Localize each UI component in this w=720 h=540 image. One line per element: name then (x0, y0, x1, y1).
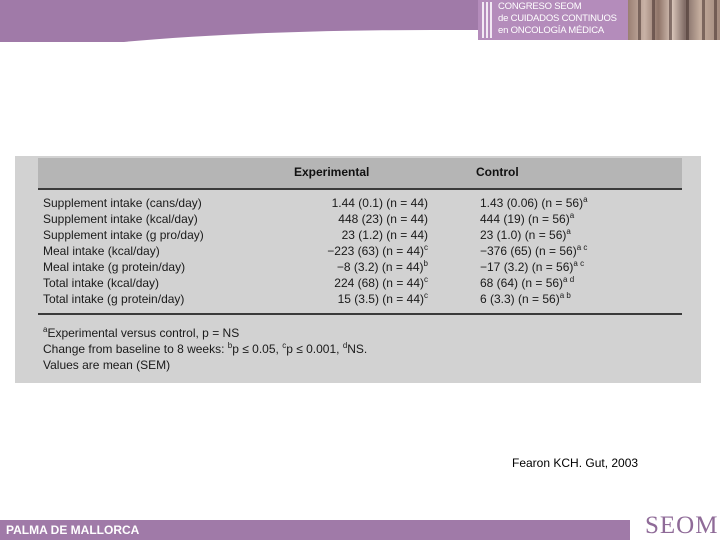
row-label: Meal intake (kcal/day) (43, 244, 160, 258)
column-header-control: Control (476, 165, 519, 179)
footer-band (0, 520, 630, 540)
table-row (0, 227, 720, 243)
table-row (0, 275, 720, 291)
row-label: Supplement intake (g pro/day) (43, 228, 204, 242)
row-label: Total intake (kcal/day) (43, 276, 160, 290)
column-header-experimental: Experimental (294, 165, 370, 179)
row-label: Total intake (g protein/day) (43, 292, 185, 306)
row-label: Meal intake (g protein/day) (43, 260, 186, 274)
footer-location: PALMA DE MALLORCA (6, 523, 140, 537)
seom-logo: SEOM (645, 512, 719, 539)
control-value: 68 (64) (n = 56)$^{a d}$ (480, 275, 575, 290)
table-row (0, 243, 720, 259)
table-top-rule (38, 188, 682, 190)
brand-text (498, 1, 617, 37)
footnote-a: $^a$Experimental versus control, p = NS (43, 325, 240, 340)
experimental-value: −223 (63) (n = 44)$^c$ (327, 243, 428, 258)
table-row (0, 291, 720, 307)
experimental-value: 23 (1.2) (n = 44) (341, 228, 428, 242)
table-row (0, 259, 720, 275)
footnote-change: Change from baseline to 8 weeks: $^b$p ≤ 0.05, $^c$p ≤ 0.001, $^d$NS. (43, 341, 368, 356)
table-row (0, 211, 720, 227)
experimental-value: 224 (68) (n = 44)$^c$ (334, 275, 428, 290)
row-label: Supplement intake (cans/day) (43, 196, 202, 210)
congress-brand (478, 0, 628, 40)
footnote-values: Values are mean (SEM) (43, 358, 171, 372)
experimental-value: 1.44 (0.1) (n = 44) (331, 196, 428, 210)
table-bottom-rule (38, 313, 682, 315)
header-photo (628, 0, 720, 40)
control-value: −17 (3.2) (n = 56)$^{a c}$ (480, 259, 585, 274)
experimental-value: 448 (23) (n = 44) (338, 212, 428, 226)
control-value: 444 (19) (n = 56)$^a$ (480, 211, 575, 226)
experimental-value: 15 (3.5) (n = 44)$^c$ (337, 291, 428, 306)
table-row (0, 195, 720, 211)
row-label: Supplement intake (kcal/day) (43, 212, 198, 226)
brand-line-2: de CUIDADOS CONTINUOS (498, 13, 617, 24)
control-value: 1.43 (0.06) (n = 56)$^a$ (480, 195, 588, 210)
control-value: 6 (3.3) (n = 56)$^{a b}$ (480, 291, 571, 306)
brand-line-1: CONGRESO SEOM (498, 1, 582, 12)
brand-line-3: en ONCOLOGÍA MÉDICA (498, 25, 605, 36)
experimental-value: −8 (3.2) (n = 44)$^b$ (336, 259, 428, 274)
citation: Fearon KCH. Gut, 2003 (512, 456, 639, 470)
brand-bars-icon (482, 2, 496, 38)
control-value: 23 (1.0) (n = 56)$^a$ (480, 227, 571, 242)
control-value: −376 (65) (n = 56)$^{a c}$ (480, 243, 588, 258)
